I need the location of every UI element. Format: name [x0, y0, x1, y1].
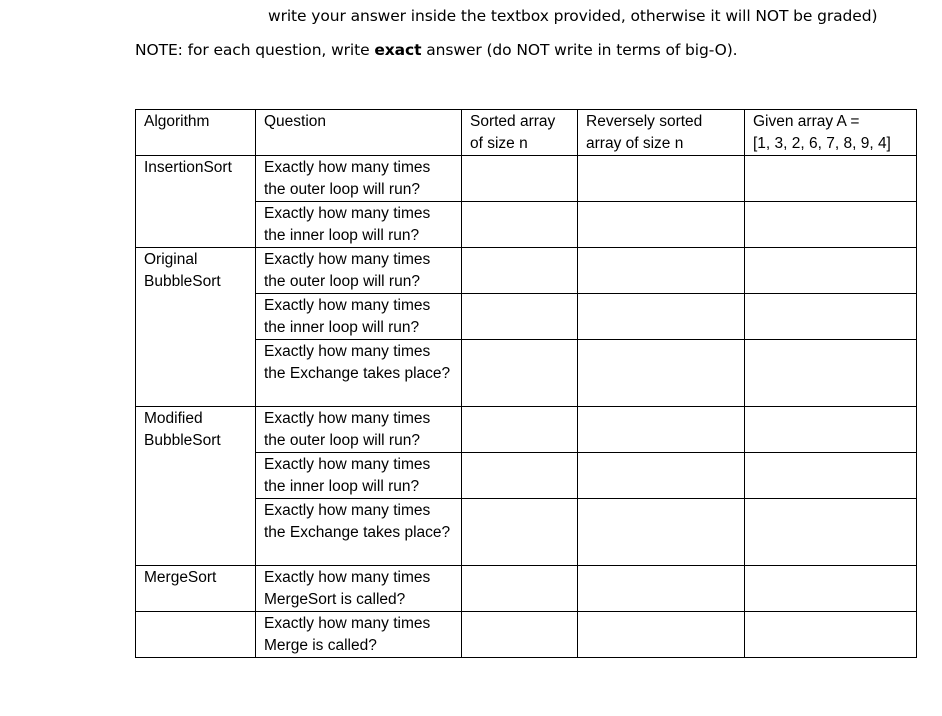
note-suffix: answer (do NOT write in terms of big-O). [421, 41, 738, 59]
algorithm-mergesort: MergeSort [136, 566, 256, 612]
question-cell: Exactly how many times the inner loop will run? [256, 453, 462, 499]
answer-given-cell[interactable] [745, 453, 917, 499]
answer-given-cell[interactable] [745, 156, 917, 202]
algorithm-cell-empty [136, 453, 256, 499]
answer-reversed-cell[interactable] [578, 566, 745, 612]
algorithm-insertionsort: InsertionSort [136, 156, 256, 202]
question-cell: Exactly how many times the inner loop will run? [256, 202, 462, 248]
answer-sorted-cell[interactable] [462, 248, 578, 294]
answer-reversed-cell[interactable] [578, 294, 745, 340]
answer-sorted-cell[interactable] [462, 156, 578, 202]
algorithm-cell-empty [136, 202, 256, 248]
table-row [136, 248, 917, 294]
header-given-line1: Given array A = [753, 113, 860, 130]
answer-given-cell[interactable] [745, 407, 917, 453]
header-given [745, 110, 917, 156]
answer-given-cell[interactable] [745, 499, 917, 566]
question-cell: Exactly how many times the Exchange takes place? [256, 340, 462, 407]
answer-sorted-cell[interactable] [462, 407, 578, 453]
answer-reversed-cell[interactable] [578, 156, 745, 202]
algorithm-cell-empty [136, 612, 256, 658]
answer-sorted-cell[interactable] [462, 340, 578, 407]
header-question: Question [256, 110, 462, 156]
header-algorithm: Algorithm [136, 110, 256, 156]
header-sorted: Sorted array of size n [462, 110, 578, 156]
answer-table [135, 109, 917, 658]
answer-sorted-cell[interactable] [462, 294, 578, 340]
table-row [136, 453, 917, 499]
note-line [135, 41, 738, 59]
header-row [136, 110, 917, 156]
answer-given-cell[interactable] [745, 202, 917, 248]
table-row [136, 407, 917, 453]
answer-sorted-cell[interactable] [462, 499, 578, 566]
header-given-line2: [1, 3, 2, 6, 7, 8, 9, 4] [753, 135, 891, 152]
algorithm-cell-empty [136, 499, 256, 566]
answer-sorted-cell[interactable] [462, 566, 578, 612]
algorithm-original-bubblesort: Original BubbleSort [136, 248, 256, 294]
answer-given-cell[interactable] [745, 294, 917, 340]
answer-reversed-cell[interactable] [578, 248, 745, 294]
answer-sorted-cell[interactable] [462, 612, 578, 658]
table-row [136, 566, 917, 612]
table-row [136, 202, 917, 248]
table-row [136, 156, 917, 202]
answer-reversed-cell[interactable] [578, 612, 745, 658]
question-cell: Exactly how many times the inner loop will run? [256, 294, 462, 340]
answer-reversed-cell[interactable] [578, 453, 745, 499]
question-cell: Exactly how many times MergeSort is called? [256, 566, 462, 612]
answer-given-cell[interactable] [745, 248, 917, 294]
question-cell: Exactly how many times the outer loop will run? [256, 248, 462, 294]
note-bold-exact: exact [374, 41, 422, 59]
table-row [136, 499, 917, 566]
answer-reversed-cell[interactable] [578, 407, 745, 453]
answer-given-cell[interactable] [745, 612, 917, 658]
note-prefix: NOTE: for each question, write [135, 41, 375, 59]
question-cell: Exactly how many times the outer loop will run? [256, 407, 462, 453]
instruction-line: write your answer inside the textbox provided, otherwise it will NOT be graded) [268, 7, 878, 25]
table-row [136, 612, 917, 658]
answer-reversed-cell[interactable] [578, 499, 745, 566]
question-cell: Exactly how many times the Exchange takes place? [256, 499, 462, 566]
answer-reversed-cell[interactable] [578, 202, 745, 248]
algorithm-modified-bubblesort: Modified BubbleSort [136, 407, 256, 453]
question-cell: Exactly how many times Merge is called? [256, 612, 462, 658]
answer-given-cell[interactable] [745, 340, 917, 407]
table-row [136, 294, 917, 340]
answer-sorted-cell[interactable] [462, 453, 578, 499]
header-reversed: Reversely sorted array of size n [578, 110, 745, 156]
table-row [136, 340, 917, 407]
algorithm-cell-empty [136, 294, 256, 340]
algorithm-cell-empty [136, 340, 256, 407]
answer-reversed-cell[interactable] [578, 340, 745, 407]
answer-given-cell[interactable] [745, 566, 917, 612]
question-cell: Exactly how many times the outer loop will run? [256, 156, 462, 202]
answer-sorted-cell[interactable] [462, 202, 578, 248]
